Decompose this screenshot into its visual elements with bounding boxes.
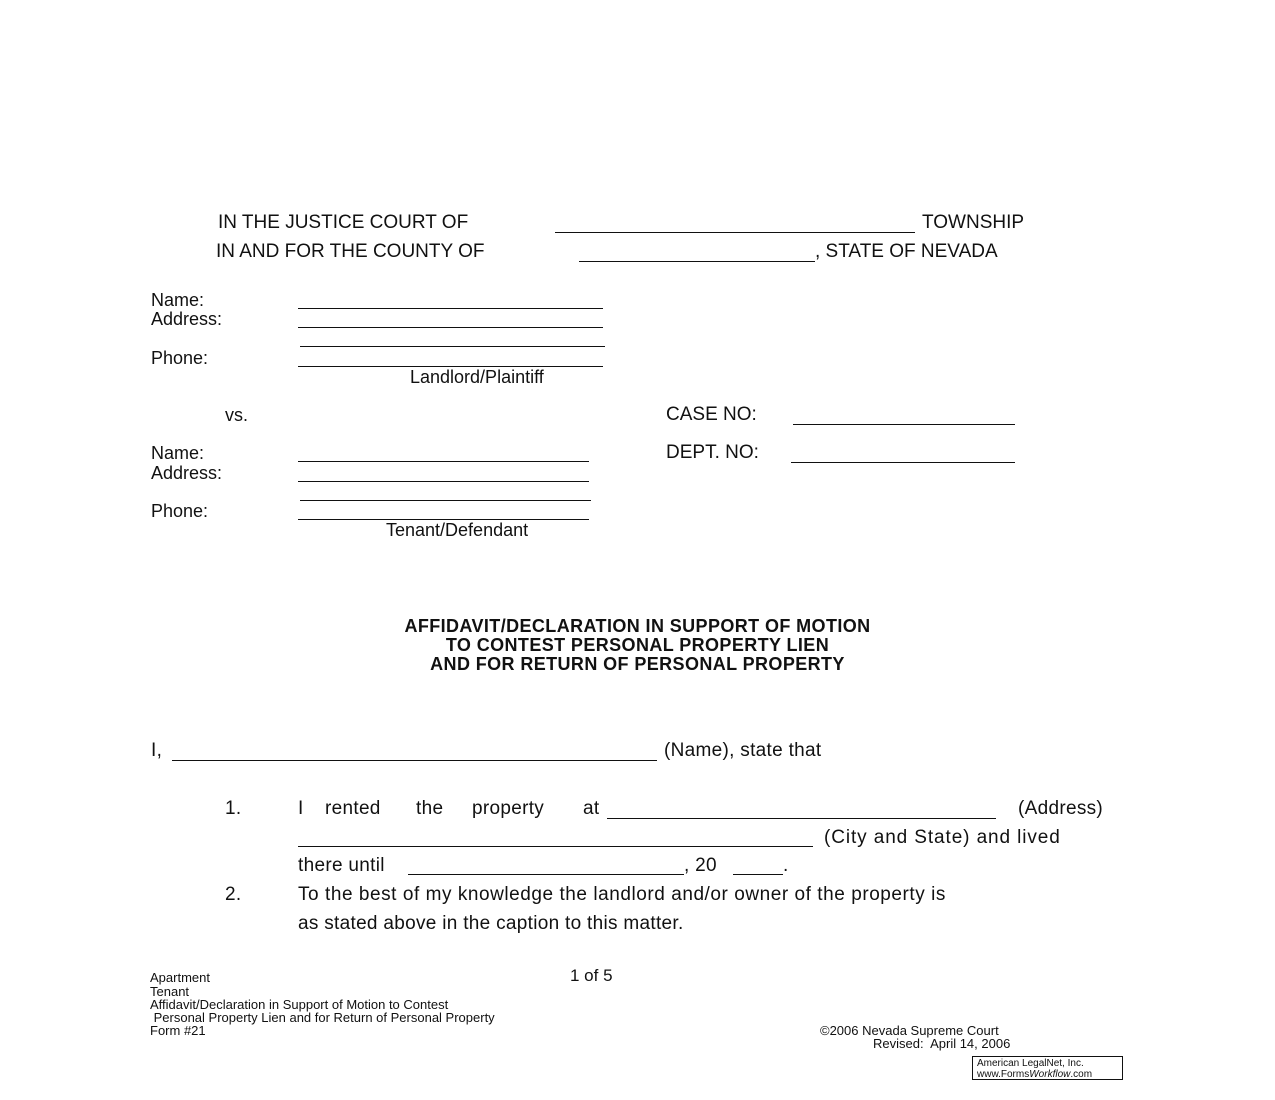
court-header-suffix: TOWNSHIP: [922, 212, 1025, 233]
defendant-role-label: Tenant/Defendant: [386, 520, 529, 540]
court-header-prefix: IN THE JUSTICE COURT OF: [218, 212, 469, 233]
defendant-address-blank-1[interactable]: [298, 481, 589, 482]
defendant-address-blank-2[interactable]: [300, 500, 591, 501]
county-blank[interactable]: [579, 261, 815, 262]
footer-form-title-2: Personal Property Lien and for Return of Personal Property: [150, 1010, 495, 1025]
dept-no-label: DEPT. NO:: [666, 442, 759, 463]
plaintiff-address-blank-2[interactable]: [300, 346, 605, 347]
item-2-number: 2.: [225, 884, 242, 905]
footer-revised: Revised: April 14, 2006: [873, 1036, 1011, 1051]
rental-address-blank[interactable]: [607, 818, 996, 819]
page-number: 1 of 5: [570, 966, 613, 985]
statement-prefix: I,: [151, 740, 163, 761]
county-header-suffix: , STATE OF NEVADA: [815, 241, 998, 262]
case-no-blank[interactable]: [793, 424, 1015, 425]
county-header-prefix: IN AND FOR THE COUNTY OF: [216, 241, 485, 262]
plaintiff-address-blank-1[interactable]: [298, 327, 603, 328]
statement-suffix: (Name), state that: [664, 740, 822, 761]
rental-city-blank[interactable]: [298, 846, 813, 847]
footer-category: Apartment: [150, 970, 210, 985]
item-2-line-2: as stated above in the caption to this matter.: [298, 913, 684, 934]
logo-url-part-3: .com: [1070, 1069, 1093, 1080]
footer-copyright: ©2006 Nevada Supreme Court: [820, 1023, 999, 1038]
plaintiff-role-label: Landlord/Plaintiff: [410, 367, 544, 387]
plaintiff-phone-label: Phone:: [151, 348, 209, 368]
move-out-year-blank[interactable]: [733, 874, 783, 875]
item-2-line-1: To the best of my knowledge the landlord and/or owner of the property is: [298, 884, 946, 905]
item-1-word-3: the: [416, 798, 444, 819]
defendant-name-blank[interactable]: [298, 461, 589, 462]
defendant-phone-label: Phone:: [151, 501, 209, 521]
item-1-city-label: (City and State) and lived: [824, 827, 1061, 848]
logo-url-part-2: Workflow: [1029, 1069, 1071, 1080]
item-1-address-label: (Address): [1018, 798, 1104, 819]
case-no-label: CASE NO:: [666, 404, 757, 425]
defendant-address-label: Address:: [151, 463, 223, 483]
item-1-word-5: at: [583, 798, 600, 819]
defendant-name-label: Name:: [151, 443, 205, 463]
document-title-line-1: AFFIDAVIT/DECLARATION IN SUPPORT OF MOTION: [404, 616, 871, 636]
footer-subcategory: Tenant: [150, 984, 190, 999]
document-title-line-3: AND FOR RETURN OF PERSONAL PROPERTY: [430, 654, 845, 674]
item-1-word-2: rented: [325, 798, 381, 819]
footer-form-title-1: Affidavit/Declaration in Support of Motion to Contest: [150, 997, 449, 1012]
logo-company: American LegalNet, Inc.: [977, 1058, 1084, 1069]
plaintiff-address-label: Address:: [151, 309, 223, 329]
logo-url: [977, 1069, 1118, 1080]
versus-label: vs.: [225, 405, 249, 425]
footer-form-number: Form #21: [150, 1023, 206, 1038]
forms-workflow-logo: [972, 1056, 1123, 1080]
document-title-line-2: TO CONTEST PERSONAL PROPERTY LIEN: [445, 635, 830, 655]
dept-no-blank[interactable]: [791, 462, 1015, 463]
item-1-year-prefix: , 20: [684, 855, 717, 876]
item-1-number: 1.: [225, 798, 242, 819]
logo-url-part-1: www.Forms: [977, 1069, 1030, 1080]
move-out-date-blank[interactable]: [408, 874, 684, 875]
item-1-year-end: .: [783, 855, 789, 876]
item-1-word-1: I: [298, 798, 304, 819]
township-blank[interactable]: [555, 232, 915, 233]
item-1-word-4: property: [472, 798, 545, 819]
plaintiff-name-blank[interactable]: [298, 308, 603, 309]
item-1-there-until: there until: [298, 855, 385, 876]
declarant-name-blank[interactable]: [172, 760, 657, 761]
plaintiff-name-label: Name:: [151, 290, 205, 310]
